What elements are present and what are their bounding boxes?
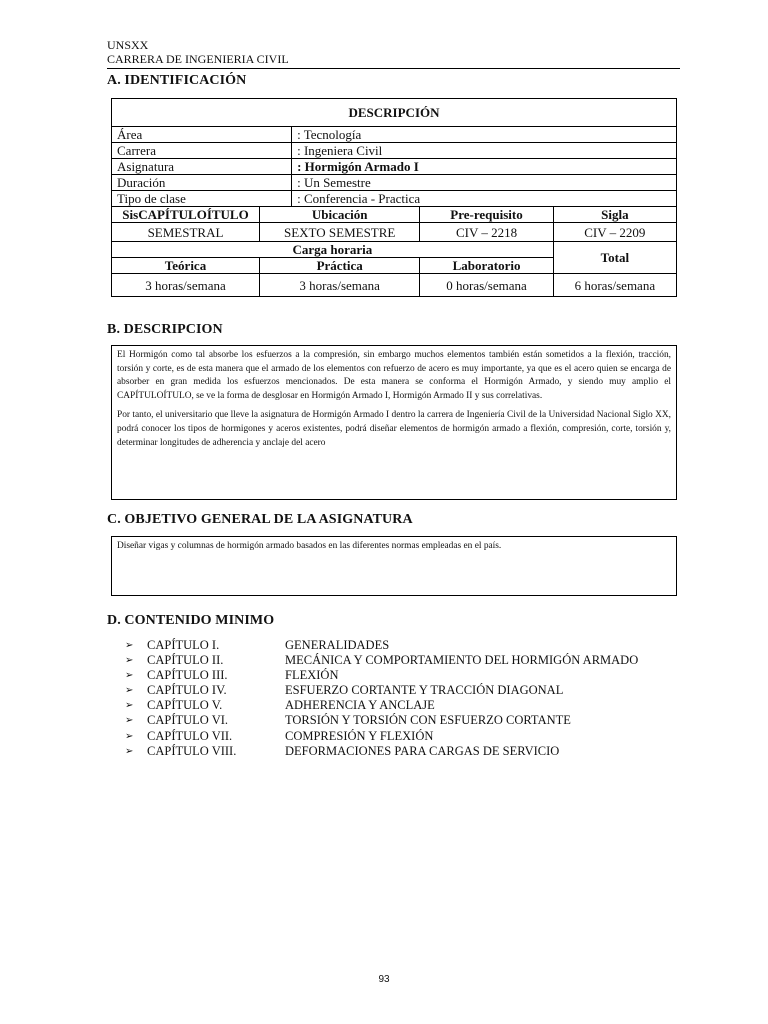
identification-table (111, 98, 677, 297)
chapter-topic: ADHERENCIA Y ANCLAJE (285, 698, 435, 713)
hour-value: 0 horas/semana (420, 274, 553, 297)
description-paragraph-2: Por tanto, el universitario que lleve la asignatura de Hormigón Armado I dentro la carrera de Ingeniería Civil de la Universidad Nacional Siglo XX, podrá conocer los tipos de hormigones y aceros existentes, podrá diseñar elementos de hormigón armado a flexión, compresión, corte, torsión y, determinar longitudes de adherencia y anclaje del acero (117, 410, 671, 448)
arrow-bullet-icon: ➢ (125, 730, 134, 742)
hour-header: Teórica (112, 258, 260, 274)
chapter-list (125, 638, 638, 759)
objective-text: Diseñar vigas y columnas de hormigón armado basados en las diferentes normas empleadas en el país. (117, 541, 502, 551)
arrow-bullet-icon: ➢ (125, 670, 134, 682)
header-cell: Sigla (553, 207, 676, 223)
section-c-title: C. OBJETIVO GENERAL DE LA ASIGNATURA (107, 512, 413, 527)
hour-value: 3 horas/semana (112, 274, 260, 297)
total-header: Total (553, 242, 676, 274)
section-b-title: B. DESCRIPCION (107, 322, 223, 337)
row-label: Asignatura (112, 159, 292, 175)
row-value: : Un Semestre (292, 175, 677, 191)
header-university: UNSXX (107, 38, 149, 52)
list-item (125, 744, 638, 759)
row-value: : Hormigón Armado I (292, 159, 677, 175)
chapter-topic: COMPRESIÓN Y FLEXIÓN (285, 728, 434, 743)
chapter-topic: TORSIÓN Y TORSIÓN CON ESFUERZO CORTANTE (285, 713, 571, 728)
description-paragraph-1: El Hormigón como tal absorbe los esfuerzos a la compresión, sin embargo muchos elementos también están sometidos a la flexión, tracción, torsión y corte, es de esta manera que el armado de los elementos con refuerzo de acero es muy importante, ya que es el acero quien se encarga de absorber en gran medida los esfuerzos mencionados. De esta manera se conforma el Hormigón Armado, y siendo muy amplio el CAPÍTULOÍTULO, se ve la forma de desglosar en Hormigón Armado I, Hormigón Armado II y sus correlativas. (117, 350, 671, 401)
header-cell: SisCAPÍTULOÍTULO (112, 207, 260, 223)
chapter-number: CAPÍTULO VII. (147, 728, 233, 743)
header-career: CARRERA DE INGENIERIA CIVIL (107, 52, 289, 66)
page-header (107, 38, 680, 69)
arrow-bullet-icon: ➢ (125, 745, 134, 757)
arrow-bullet-icon: ➢ (125, 640, 134, 651)
list-item (125, 683, 638, 698)
value-cell: CIV – 2218 (420, 223, 553, 242)
chapter-number: CAPÍTULO V. (147, 698, 223, 713)
chapter-number: CAPÍTULO VIII. (147, 743, 237, 758)
value-cell: SEMESTRAL (112, 223, 260, 242)
list-item (125, 729, 638, 744)
chapter-topic: GENERALIDADES (285, 638, 390, 652)
row-label: Carrera (112, 143, 292, 159)
arrow-bullet-icon: ➢ (125, 715, 134, 727)
page-number: 93 (378, 974, 390, 985)
list-item (125, 653, 638, 668)
table-title: DESCRIPCIÓN (112, 99, 677, 127)
header-cell: Pre-requisito (420, 207, 553, 223)
list-item (125, 638, 638, 653)
row-value: : Ingeniera Civil (292, 143, 677, 159)
arrow-bullet-icon: ➢ (125, 700, 134, 712)
row-label: Duración (112, 175, 292, 191)
chapter-number: CAPÍTULO IV. (147, 683, 227, 698)
row-label: Área (112, 127, 292, 143)
description-box (111, 345, 677, 500)
carga-horaria-header: Carga horaria (112, 242, 554, 258)
section-d-title: D. CONTENIDO MINIMO (107, 613, 275, 628)
hour-header: Práctica (260, 258, 420, 274)
list-item (125, 713, 638, 728)
chapter-number: CAPÍTULO I. (147, 638, 220, 652)
chapter-topic: ESFUERZO CORTANTE Y TRACCIÓN DIAGONAL (285, 683, 564, 698)
row-value: : Tecnología (292, 127, 677, 143)
arrow-bullet-icon: ➢ (125, 655, 134, 667)
section-a-title: A. IDENTIFICACIÓN (107, 73, 247, 88)
value-cell: SEXTO SEMESTRE (260, 223, 420, 242)
header-cell: Ubicación (260, 207, 420, 223)
value-cell: CIV – 2209 (553, 223, 676, 242)
list-item (125, 668, 638, 683)
hour-value: 3 horas/semana (260, 274, 420, 297)
chapter-topic: FLEXIÓN (285, 668, 339, 683)
chapter-number: CAPÍTULO II. (147, 653, 224, 668)
list-item (125, 698, 638, 713)
hour-header: Laboratorio (420, 258, 553, 274)
chapter-number: CAPÍTULO III. (147, 668, 228, 683)
hour-value: 6 horas/semana (553, 274, 676, 297)
arrow-bullet-icon: ➢ (125, 685, 134, 697)
chapter-topic: DEFORMACIONES PARA CARGAS DE SERVICIO (285, 743, 560, 758)
row-label: Tipo de clase (112, 191, 292, 207)
row-value: : Conferencia - Practica (292, 191, 677, 207)
chapter-topic: MECÁNICA Y COMPORTAMIENTO DEL HORMIGÓN ARMADO (285, 653, 639, 668)
chapter-number: CAPÍTULO VI. (147, 713, 229, 728)
objective-box (111, 536, 677, 596)
